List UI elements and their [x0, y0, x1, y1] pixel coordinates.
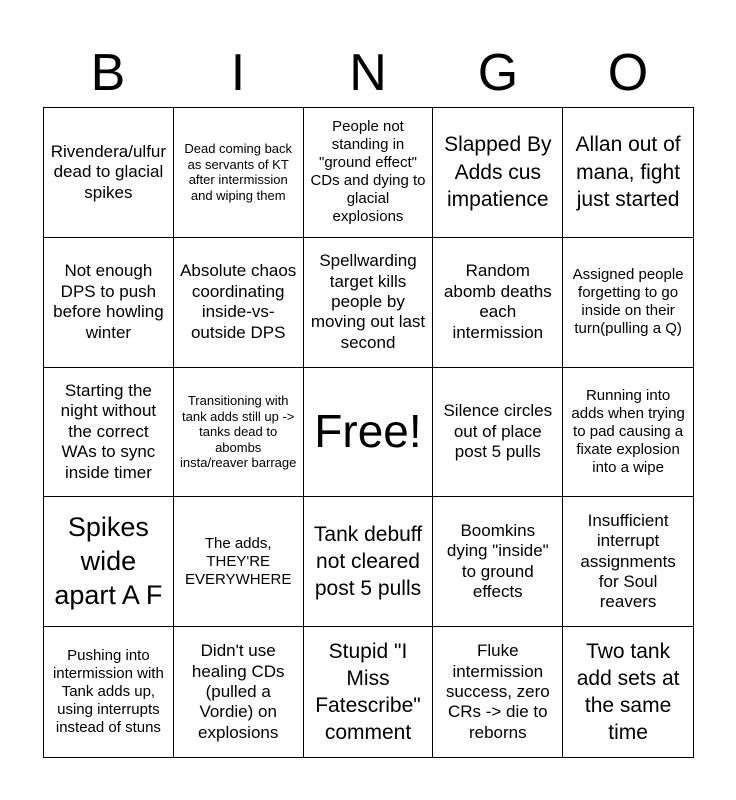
- bingo-cell[interactable]: Not enough DPS to push before howling winter: [44, 238, 174, 368]
- bingo-cell[interactable]: Assigned people forgetting to go inside on their turn(pulling a Q): [563, 238, 693, 368]
- bingo-cell[interactable]: Transitioning with tank adds still up -> tanks dead to abombs insta/reaver barrage: [174, 368, 304, 498]
- bingo-cell[interactable]: Random abomb deaths each intermission: [433, 238, 563, 368]
- header-letter-g: G: [477, 44, 519, 102]
- header-letter-b: B: [90, 44, 126, 102]
- free-space-cell[interactable]: Free!: [304, 368, 434, 498]
- bingo-card-grid: [43, 107, 694, 758]
- bingo-cell[interactable]: Spellwarding target kills people by moving out last second: [304, 238, 434, 368]
- bingo-cell[interactable]: People not standing in "ground effect" CDs and dying to glacial explosions: [304, 108, 434, 238]
- bingo-cell[interactable]: Tank debuff not cleared post 5 pulls: [304, 497, 434, 627]
- bingo-cell[interactable]: Absolute chaos coordinating inside-vs-outside DPS: [174, 238, 304, 368]
- bingo-cell[interactable]: Pushing into intermission with Tank adds up, using interrupts instead of stuns: [44, 627, 174, 757]
- bingo-cell[interactable]: Slapped By Adds cus impatience: [433, 108, 563, 238]
- header-letter-o: O: [607, 44, 649, 102]
- header-letter-i: I: [230, 44, 246, 102]
- bingo-cell[interactable]: Silence circles out of place post 5 pulls: [433, 368, 563, 498]
- bingo-cell[interactable]: Two tank add sets at the same time: [576, 639, 680, 745]
- bingo-header: [43, 40, 693, 106]
- bingo-cell[interactable]: Spikes wide apart A F: [44, 497, 174, 627]
- header-letter-n: N: [349, 44, 387, 102]
- bingo-cell[interactable]: Allan out of mana, fight just started: [563, 108, 693, 238]
- bingo-cell[interactable]: Running into adds when trying to pad causing a fixate explosion into a wipe: [563, 368, 693, 498]
- bingo-cell[interactable]: Fluke intermission success, zero CRs -> die to reborns: [433, 627, 563, 757]
- bingo-cell[interactable]: Boomkins dying "inside" to ground effects: [433, 497, 563, 627]
- bingo-cell[interactable]: Starting the night without the correct WAs to sync inside timer: [44, 368, 174, 498]
- bingo-cell[interactable]: Rivendera/ulfur dead to glacial spikes: [44, 108, 174, 238]
- bingo-cell[interactable]: Didn't use healing CDs (pulled a Vordie) on explosions: [174, 627, 304, 757]
- bingo-cell[interactable]: Stupid "I Miss Fatescribe" comment: [304, 627, 434, 757]
- bingo-cell[interactable]: Dead coming back as servants of KT after intermission and wiping them: [174, 108, 304, 238]
- bingo-cell[interactable]: The adds, THEY'RE EVERYWHERE: [174, 497, 304, 627]
- bingo-cell[interactable]: Insufficient interrupt assignments for Soul reavers: [563, 497, 693, 627]
